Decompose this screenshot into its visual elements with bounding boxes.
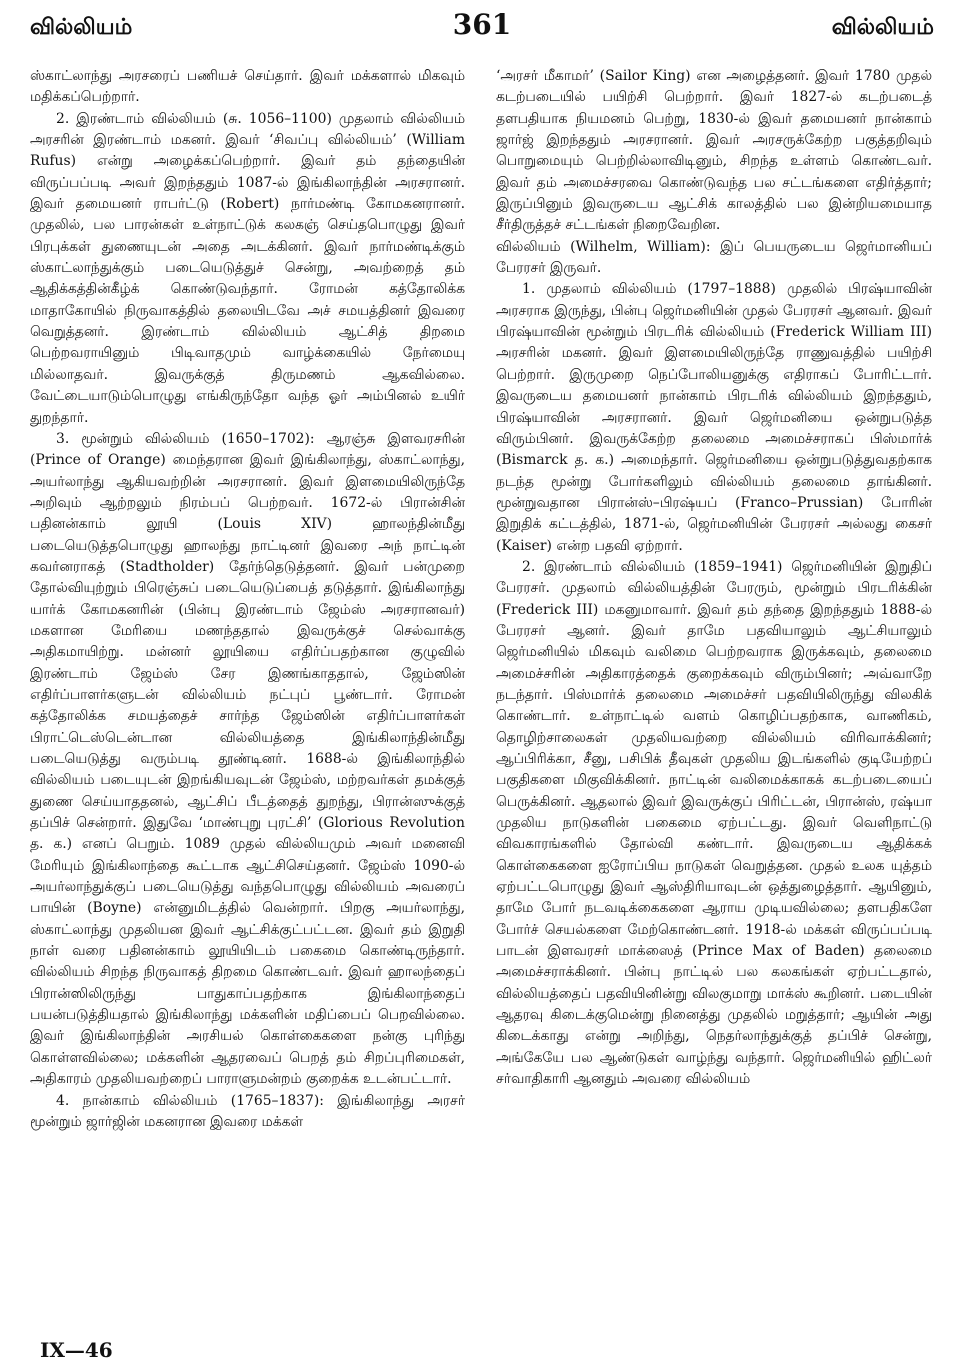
page-number: 361 — [452, 8, 512, 41]
paragraph: ‘அரசர் மீகாமர்’ (Sailor King) என அழைத்தனர். இவர் 1780 முதல் கடற்படையில் பயிற்சி பெற்றார். இவர் 1827-ல் கடற்படைத் தளபதியாக நியமனம் பெற்று, 1830-ல் இவர் தமையனர் நான்காம் ஜார்ஜ் இறந்ததும் அரசரானர். இவர் அரசருக்கேற்ற பகுத்தறிவும் பொறுமையும் பெற்றில்லாவிடினும், சிறந்த உள்ளம் கொண்டவர். இவர் தம் அமைச்சரவை கொண்டுவந்த பல சட்டங்களை எதிர்த்தார்; இருப்பினும் இவருடைய ஆட்சிக் காலத்தில் பல இன்றியமையாத சீர்திருத்தச் சட்டங்கள் நிறைவேறின. — [496, 68, 932, 234]
paragraph: 2. இரண்டாம் வில்லியம் (சு. 1056–1100) முதலாம் வில்லியம் அரசரின் இரண்டாம் மகனர். இவர் ‘சிவப்பு வில்லியம்’ (William Rufus) என்று அழைக்கப்பெற்றார். இவர் தம் தந்தையின் விருப்பப்படி அவர் இறந்ததும் 1087-ல் இங்கிலாந்தின் அரசரானர். இவர் தமையனர் ராபர்ட்டு (Robert) நார்மண்டி கோமகனரானர். முதலில், பல பாரன்கள் உள்நாட்டுக் கலகஞ் செய்தபொழுது இவர் பிரபுக்கள் துணையுடன் அதை அடக்கினர். இவர் நார்மண்டிக்கும் ஸ்காட்லாந்துக்கும் படையெடுத்துச் சென்று, அவற்றைத் தம் ஆதிக்கத்தின்கீழ்க் கொண்டுவந்தார். ரோமன் கத்தோலிக்க மாதாகோயில் நிருவாகத்தில் தலையிடவே அச் சமயத்தினர் இவரை வெறுத்தனர். இரண்டாம் வில்லியம் ஆட்சித் திறமை பெற்றவராயினும் பிடிவாதமும் வாழ்க்கையில் நேர்மையு மில்லாதவர். இவருக்குத் திருமணம் ஆகவில்லை. வேட்டையாடும்பொழுது எங்கிருந்தோ வந்த ஓர் அம்பினல் உயிர் துறந்தார். — [30, 110, 465, 426]
signature-mark: IX—46 — [40, 1338, 113, 1362]
paragraph: 1. முதலாம் வில்லியம் (1797–1888) முதலில் பிரஷ்யாவின் அரசராக இருந்து, பின்பு ஜெர்மனியின் முதல் பேரரசர் ஆனவர். இவர் பிரஷ்யாவின் மூன்றும் பிரடரிக் வில்லியம் (Frederick William III) அரசரின் மகனர். இவர் இளமையிலிருந்தே ராணுவத்தில் பயிற்சி பெற்றார். இருமுறை நெப்போலியனுக்கு எதிராகப் போரிட்டார். இவருடைய தமையனர் நான்காம் பிரடரிக் வில்லியம் இறந்ததும், பிரஷ்யாவின் அரசரானர். இவர் ஜெர்மனியை ஒன்றுபடுத்த விரும்பினர். இவருக்கேற்ற தலைமை அமைச்சராகப் பிஸ்மார்க் (Bismarck த. க.) அமைந்தார். ஜெர்மனியை ஒன்றுபடுத்துவதற்காக நடந்த மூன்று போர்களிலும் வில்லியம் தலைமை தாங்கினர். மூன்றுவதான பிரான்ஸ்–பிரஷ்யப் (Franco–Prussian) போரின் இறுதிக் கட்டத்தில், 1871-ல், ஜெர்மனியின் பேரரசர் அல்லது கைசர் (Kaiser) என்ற பதவி ஏற்றார். — [496, 281, 932, 554]
right-column — [496, 66, 932, 1091]
left-column — [30, 66, 465, 1133]
paragraph: 4. நான்காம் வில்லியம் (1765–1837): இங்கிலாந்து அரசர் மூன்றும் ஜார்ஜின் மகனரான இவரை மக்கள் — [30, 1092, 465, 1130]
entry-heading-paragraph: வில்லியம் (Wilhelm, William): இப் பெயருடைய ஜெர்மானியப் பேரரசர் இருவர். — [496, 238, 932, 277]
paragraph: 3. மூன்றும் வில்லியம் (1650–1702): ஆரஞ்சு இளவரசரின் (Prince of Orange) மைந்தரான இவர் இங்கிலாந்து, ஸ்காட்லாந்து, அயர்லாந்து ஆகியவற்றின் அரசரானர். இவர் இளமையிலிருந்தே அறிவும் ஆற்றலும் நிரம்பப் பெற்றவர். 1672-ல் பிரான்சின் பதினன்காம் லூயி (Louis XIV) ஹாலந்தின்மீது படையெடுத்தபொழுது ஹாலந்து நாட்டினர் இவரை அந் நாட்டின் கவர்னராகத் (Stadtholder) தேர்ந்தெடுத்தனர். இவர் பன்முறை தோல்வியுற்றும் பிரெஞ்சுப் படையெடுப்பைத் தடுத்தார். இங்கிலாந்து யார்க் கோமகனரின் (பின்பு இரண்டாம் ஜேம்ஸ் அரசரானவர்) மகளான மேரியை மணந்ததால் இவருக்குச் செல்வாக்கு அதிகமாயிற்று. மன்னர் லூயியை எதிர்ப்பதற்கான குழுவில் இரண்டாம் ஜேம்ஸ் சேர இணங்காததால், ஜேம்ஸின் எதிர்ப்பாளர்களுடன் வில்லியம் நட்புப் பூண்டார். ரோமன் கத்தோலிக்க சமயத்தைச் சார்ந்த ஜேம்ஸின் எதிர்ப்பாளர்கள் பிராட்டெஸ்டென்டான வில்லியத்தை இங்கிலாந்தின்மீது படையெடுத்து வரும்படி தூண்டினர். 1688-ல் இங்கிலாந்தில் வில்லியம் படையுடன் இறங்கியவுடன் ஜேம்ஸ், மற்றவர்கள் தமக்குத் துணை செய்யாததனல், ஆட்சிப் பீடத்தைத் துறந்து, பிரான்ஸுக்குத் தப்பிச் சென்றார். இதுவே ‘மாண்புறு புரட்சி’ (Glorious Revolution த. க.) எனப் பெறும். 1089 முதல் வில்லியமும் அவர் மனைவி மேரியும் இங்கிலாந்தை கூட்டாக ஆட்சிசெய்தனர். ஜேம்ஸ் 1090-ல் அயர்லாந்துக்குப் படையெடுத்து வந்தபொழுது வில்லியம் அவரைப் பாயின் (Boyne) என்னுமிடத்தில் வென்றார். பிறகு அயர்லாந்து, ஸ்காட்லாந்து முதலியன இவர் ஆட்சிக்குட்பட்டன. இவர் தம் இறுதி நாள் வரை பதினன்காம் லூயியிடம் பகைமை கொண்டிருந்தார். வில்லியம் சிறந்த நிருவாகத் திறமை கொண்டவர். இவர் ஹாலந்தைப் பிரான்ஸிலிருந்து பாதுகாப்பதற்காக இங்கிலாந்தைப் பயன்படுத்தியதால் இங்கிலாந்து மக்களின் மதிப்பைப் பெறவில்லை. இவர் இங்கிலாந்தின் அரசியல் கொள்கைகளை நன்கு புரிந்து கொள்ளவில்லை; மக்களின் ஆதரவைப் பெறத் தம் சிறப்புரிமைகள், அதிகாரம் முதலியவற்றைப் பாராளுமன்றம் குறைக்க உடன்பட்டார். — [30, 430, 465, 1088]
running-head-left: வில்லியம் — [30, 14, 133, 40]
paragraph: ஸ்காட்லாந்து அரசரைப் பணியச் செய்தார். இவர் மக்களால் மிகவும் மதிக்கப்பெற்றார். — [30, 68, 465, 106]
paragraph: 2. இரண்டாம் வில்லியம் (1859–1941) ஜெர்மனியின் இறுதிப் பேரரசர். முதலாம் வில்லியத்தின் பேரரும், மூன்றும் பிரடரிக்கின் (Frederick III) மகனுமாவார். இவர் தம் தந்தை இறந்ததும் 1888-ல் பேரரசர் ஆனர். இவர் தாமே பதவியாலும் ஆட்சியாலும் ஜெர்மனியில் மிகவும் வலிமை பெற்றவராக இருக்கவும், தலைமை அமைச்சரின் அதிகாரத்தைக் குறைக்கவும் விரும்பினர்; அவ்வாறே நடந்தார். பிஸ்மார்க் தலைமை அமைச்சர் பதவியிலிருந்து விலகிக் கொண்டார். உள்நாட்டில் வளம் கொழிப்பதற்காக, வாணிகம், தொழிற்சாலைகள் முதலியவற்றை வில்லியம் விரிவாக்கினர்; ஆப்பிரிக்கா, சீனு, பசிபிக் தீவுகள் முதலிய இடங்களில் குடியேற்றப் பகுதிகளை மிகுவிக்கினர். நாட்டின் வலிமைக்காகக் கடற்படையைப் பெருக்கினர். ஆதலால் இவர் இவருக்குப் பிரிட்டன், பிரான்ஸ், ரஷ்யா முதலிய நாடுகளின் பகைமை ஏற்பட்டது. இவர் வெளிநாட்டு விவகாரங்களில் தோல்வி கண்டார். இவருடைய ஆதிக்கக் கொள்கைகளை ஐரோப்பிய நாடுகள் வெறுத்தன. முதல் உலக யுத்தம் ஏற்பட்டபொழுது இவர் ஆஸ்திரியாவுடன் ஒத்துழைத்தார். ஆயினும், தாமே போர் நடவடிக்கைகளை ஆராய முடியவில்லை; தளபதிகளே போர்ச் செயல்களை மேற்கொண்டனர். 1918-ல் மக்கள் விருப்பப்படி பாடன் இளவரசர் மாக்ஸைத் (Prince Max of Baden) தலைமை அமைச்சராக்கினர். பின்பு நாட்டில் பல கலகங்கள் ஏற்பட்டதால், வில்லியத்தைப் பதவியினின்று விலகுமாறு மாக்ஸ் கூறினர். படையின் ஆதரவு கிடைக்குமென்று நினைத்து முதலில் மறுத்தார்; ஆயின் அது கிடைக்காது என்று அறிந்து, நெதர்லாந்துக்குத் தப்பிச் சென்று, அங்கேயே பல ஆண்டுகள் வாழ்ந்து வந்தார். ஜெர்மனியில் ஹிட்லர் சர்வாதிகாரி ஆனதும் அவரை வில்லியம் — [496, 558, 932, 1088]
running-head-right: வில்லியம் — [831, 14, 934, 40]
page-header — [30, 8, 934, 48]
